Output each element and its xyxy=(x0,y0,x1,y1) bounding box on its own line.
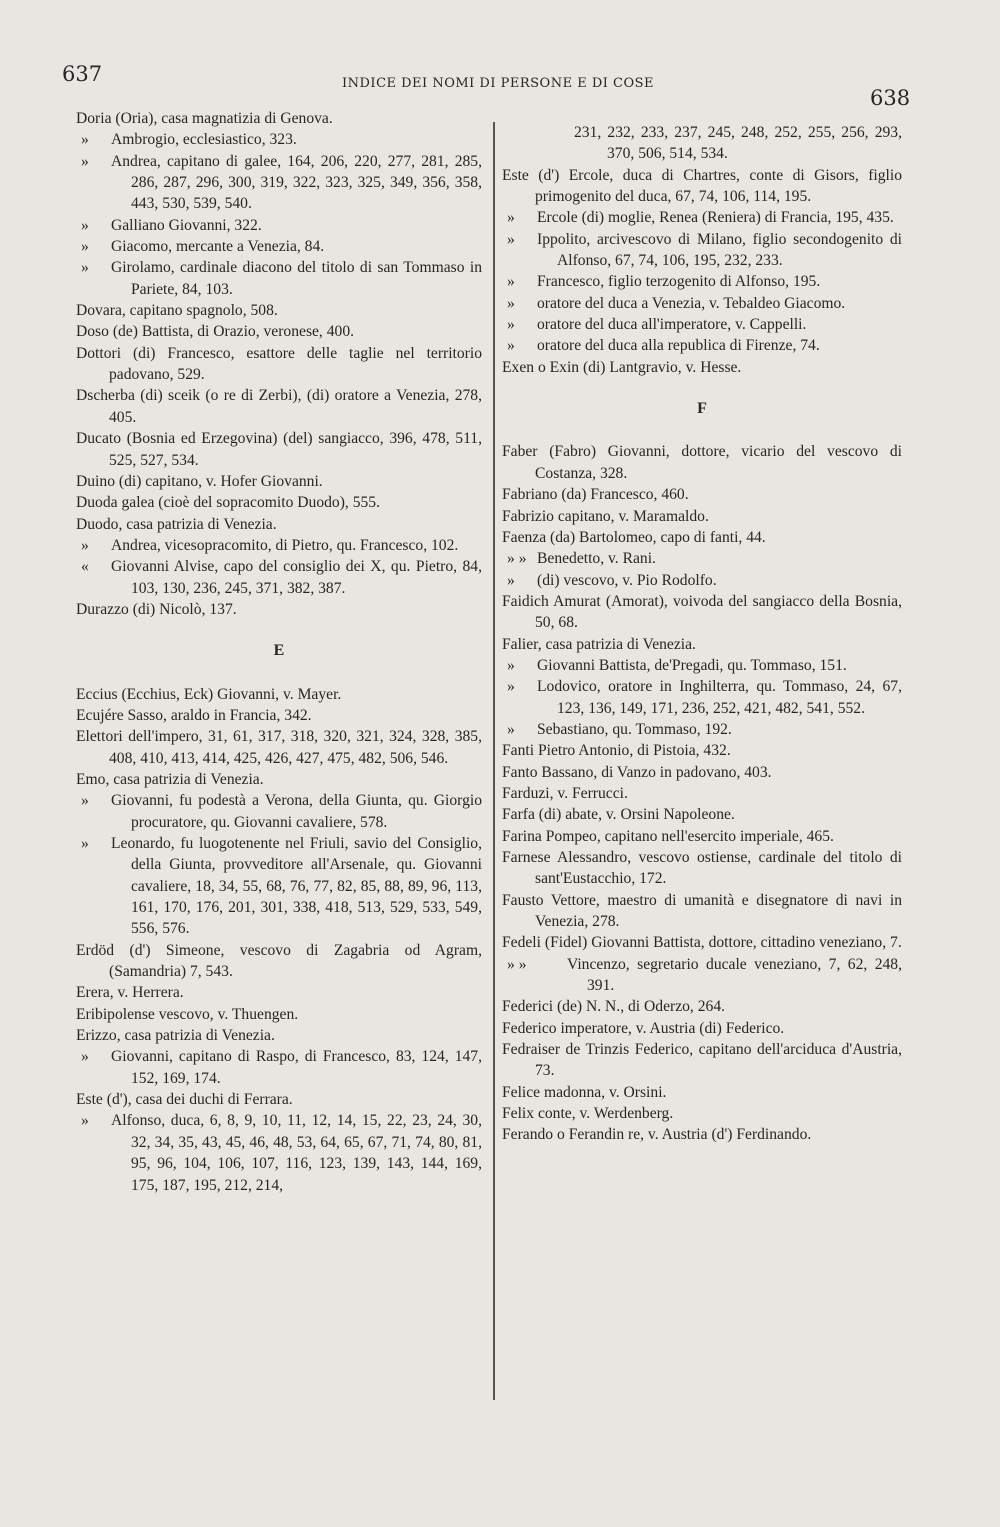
index-subentry xyxy=(76,556,482,599)
ditto-mark: » xyxy=(507,316,515,334)
index-entry xyxy=(76,1089,482,1110)
index-entry xyxy=(76,300,482,321)
entry-text: Galliano Giovanni, 322. xyxy=(111,216,262,234)
index-entry xyxy=(76,492,482,513)
index-entry xyxy=(502,357,902,378)
entry-text: Federici (de) N. N., di Oderzo, 264. xyxy=(502,998,726,1016)
entry-text: Farina Pompeo, capitano nell'esercito imperiale, 465. xyxy=(502,827,834,845)
entry-text: Fanti Pietro Antonio, di Pistoia, 432. xyxy=(502,742,731,760)
entry-text: Elettori dell'impero, 31, 61, 317, 318, 320, 321, 324, 328, 385, 408, 410, 413, 414, 425, 426, 427, 475, 482, 506, 546. xyxy=(76,728,482,767)
ditto-mark: » xyxy=(507,294,515,312)
index-entry xyxy=(502,804,902,825)
left-column xyxy=(76,108,482,1196)
index-entry xyxy=(502,506,902,527)
entry-text: Ducato (Bosnia ed Erzegovina) (del) sangiacco, 396, 478, 511, 525, 527, 534. xyxy=(76,430,482,469)
entry-text: Duino (di) capitano, v. Hofer Giovanni. xyxy=(76,472,323,490)
index-entry xyxy=(502,847,902,890)
index-entry xyxy=(502,932,902,953)
ditto-mark: » xyxy=(507,337,515,355)
entry-text: Exen o Exin (di) Lantgravio, v. Hesse. xyxy=(502,358,742,376)
entry-text: Fedraiser de Trinzis Federico, capitano dell'arciduca d'Austria, 73. xyxy=(502,1041,902,1080)
entry-text: Falier, casa patrizia di Venezia. xyxy=(502,635,696,653)
entry-text: Ippolito, arcivescovo di Milano, figlio secondogenito di Alfonso, 67, 74, 106, 195, 232, 233. xyxy=(537,230,902,270)
index-entry xyxy=(76,705,482,726)
index-entry xyxy=(76,343,482,386)
entry-text: Duodo, casa patrizia di Venezia. xyxy=(76,515,277,533)
entry-text: Francesco, figlio terzogenito di Alfonso, 195. xyxy=(537,273,821,291)
entry-text: Ercole (di) moglie, Renea (Reniera) di Francia, 195, 435. xyxy=(537,209,894,227)
index-entry xyxy=(76,726,482,769)
entry-text: oratore del duca a Venezia, v. Tebaldeo Giacomo. xyxy=(537,294,846,312)
ditto-mark: » xyxy=(81,536,89,554)
index-entry xyxy=(76,1025,482,1046)
ditto-mark: » xyxy=(507,720,515,738)
index-entry xyxy=(76,684,482,705)
index-entry xyxy=(76,428,482,471)
index-entry xyxy=(76,1004,482,1025)
index-entry xyxy=(502,441,902,484)
entry-text: Dscherba (di) sceik (o re di Zerbi), (di) oratore a Venezia, 278, 405. xyxy=(76,387,482,426)
entry-text: Sebastiano, qu. Tommaso, 192. xyxy=(537,720,732,738)
index-entry xyxy=(502,1124,902,1145)
index-entry xyxy=(76,471,482,492)
entry-text: Giovanni, fu podestà a Verona, della Giunta, qu. Giorgio procuratore, qu. Giovanni cavaliere, 578. xyxy=(111,792,482,831)
ditto-mark: » xyxy=(507,209,515,227)
index-subentry xyxy=(76,790,482,833)
entry-text: Giacomo, mercante a Venezia, 84. xyxy=(111,238,325,256)
index-entry xyxy=(76,982,482,1003)
index-subentry xyxy=(502,570,902,591)
entry-text: Giovanni, capitano di Raspo, di Francesco, 83, 124, 147, 152, 169, 174. xyxy=(111,1048,482,1087)
ditto-mark: » xyxy=(81,238,89,256)
index-entry xyxy=(502,890,902,933)
index-subentry xyxy=(76,151,482,215)
entry-text: Fedeli (Fidel) Giovanni Battista, dottore, cittadino veneziano, 7. xyxy=(502,934,902,952)
entry-text: Fabrizio capitano, v. Maramaldo. xyxy=(502,507,709,525)
index-subentry xyxy=(502,954,902,997)
entry-text: oratore del duca alla republica di Firenze, 74. xyxy=(537,337,820,355)
entry-text: Felix conte, v. Werdenberg. xyxy=(502,1105,674,1123)
entry-text: Benedetto, v. Rani. xyxy=(537,550,656,568)
ditto-mark: » xyxy=(81,152,89,170)
index-entry xyxy=(76,385,482,428)
index-subentry xyxy=(502,122,902,165)
index-subentry xyxy=(502,271,902,292)
entry-text: Faenza (da) Bartolomeo, capo di fanti, 44. xyxy=(502,528,766,546)
entry-text: Felice madonna, v. Orsini. xyxy=(502,1083,667,1101)
entry-text: Andrea, vicesopracomito, di Pietro, qu. Francesco, 102. xyxy=(111,536,459,554)
ditto-mark: » xyxy=(81,1048,89,1066)
page-number-right: 638 xyxy=(870,86,911,110)
index-subentry xyxy=(502,293,902,314)
section-letter: E xyxy=(273,642,285,660)
index-subentry xyxy=(76,1110,482,1195)
entry-text: Leonardo, fu luogotenente nel Friuli, savio del Consiglio, della Giunta, provveditore all'Arsenale, qu. Giovanni cavaliere, 18, 34, 55, 68, 76, 77, 82, 85, 88, 89, 96, 113, 161, 170, 176, 201, 301, 338, 418, 513, 529, 533, 549, 556, 576. xyxy=(111,835,482,938)
entry-text: Lodovico, oratore in Inghilterra, qu. Tommaso, 24, 67, 123, 136, 149, 171, 236, 252, 421, 482, 541, 552. xyxy=(537,678,902,717)
running-header: INDICE DEI NOMI DI PERSONE E DI COSE xyxy=(342,76,655,91)
ditto-mark: » » xyxy=(507,550,527,568)
index-subentry xyxy=(76,236,482,257)
index-entry xyxy=(76,599,482,620)
entry-text: Andrea, capitano di galee, 164, 206, 220, 277, 281, 285, 286, 287, 296, 300, 319, 322, 323, 325, 349, 356, 358, 443, 530, 539, 540. xyxy=(111,152,482,213)
entry-text: Duoda galea (cioè del sopracomito Duodo), 555. xyxy=(76,494,380,512)
entry-text: Emo, casa patrizia di Venezia. xyxy=(76,770,264,788)
ditto-mark: » » xyxy=(507,955,527,973)
ditto-mark: » xyxy=(507,273,515,291)
index-entry xyxy=(76,514,482,535)
index-entry xyxy=(502,591,902,634)
entry-text: Ferando o Ferandin re, v. Austria (d') Ferdinando. xyxy=(502,1126,812,1144)
entry-text: Dovara, capitano spagnolo, 508. xyxy=(76,302,278,320)
index-entry xyxy=(502,740,902,761)
entry-text: Federico imperatore, v. Austria (di) Federico. xyxy=(502,1019,785,1037)
entry-text: Vincenzo, segretario ducale veneziano, 7, 62, 248, 391. xyxy=(567,955,902,995)
entry-text: (di) vescovo, v. Pio Rodolfo. xyxy=(537,571,717,589)
ditto-mark: » xyxy=(81,1112,89,1130)
entry-text: Girolamo, cardinale diacono del titolo di san Tommaso in Pariete, 84, 103. xyxy=(111,259,482,298)
ditto-mark: » xyxy=(507,571,515,589)
entry-text: Farduzi, v. Ferrucci. xyxy=(502,784,628,802)
index-subentry xyxy=(76,215,482,236)
ditto-mark: » xyxy=(81,835,89,852)
ditto-mark: » xyxy=(81,259,89,277)
entry-text: 231, 232, 233, 237, 245, 248, 252, 255, 256, 293, 370, 506, 514, 534. xyxy=(574,124,902,163)
index-entry xyxy=(76,321,482,342)
index-subentry xyxy=(502,229,902,272)
ditto-mark: » xyxy=(507,656,515,674)
index-subentry xyxy=(502,719,902,740)
index-subentry xyxy=(502,314,902,335)
index-entry xyxy=(502,527,902,548)
index-subentry xyxy=(502,676,902,719)
index-entry xyxy=(502,826,902,847)
ditto-mark: » xyxy=(81,216,89,234)
entry-text: Este (d') Ercole, duca di Chartres, conte di Gisors, figlio primogenito del duca, 67, 74, 106, 114, 195. xyxy=(502,166,902,206)
entry-text: Erdöd (d') Simeone, vescovo di Zagabria od Agram, (Samandria) 7, 543. xyxy=(76,941,482,981)
index-entry xyxy=(502,1103,902,1124)
index-subentry xyxy=(502,335,902,356)
index-subentry xyxy=(76,129,482,150)
index-subentry xyxy=(502,207,902,228)
index-subentry xyxy=(76,1046,482,1089)
index-entry xyxy=(76,769,482,790)
entry-text: oratore del duca all'imperatore, v. Cappelli. xyxy=(537,316,807,334)
index-entry xyxy=(502,484,902,505)
entry-text: Faber (Fabro) Giovanni, dottore, vicario del vescovo di Costanza, 328. xyxy=(502,443,902,482)
ditto-mark: « xyxy=(81,558,89,576)
index-subentry xyxy=(76,833,482,940)
column-divider xyxy=(493,122,495,1400)
entry-text: Alfonso, duca, 6, 8, 9, 10, 11, 12, 14, 15, 22, 23, 24, 30, 32, 34, 35, 43, 45, 46, 48, 53, 64, 65, 67, 71, 74, 80, 81, 95, 96, 104, 106, 107, 116, 123, 139, 143, 144, 169, 175, 187, 195, 212, 214, xyxy=(111,1112,482,1194)
entry-text: Doso (de) Battista, di Orazio, veronese, 400. xyxy=(76,323,355,341)
entry-text: Farnese Alessandro, vescovo ostiense, cardinale del titolo di sant'Eustacchio, 172. xyxy=(502,849,902,888)
index-entry xyxy=(502,634,902,655)
entry-text: Doria (Oria), casa magnatizia di Genova. xyxy=(76,110,333,127)
entry-text: Erizzo, casa patrizia di Venezia. xyxy=(76,1027,275,1045)
entry-text: Fabriano (da) Francesco, 460. xyxy=(502,486,689,504)
entry-text: Giovanni Battista, de'Pregadi, qu. Tommaso, 151. xyxy=(537,656,847,674)
index-entry xyxy=(502,165,902,208)
entry-text: Faidich Amurat (Amorat), voivoda del sangiacco della Bosnia, 50, 68. xyxy=(502,592,902,632)
index-subentry xyxy=(76,535,482,556)
index-entry xyxy=(76,108,482,129)
entry-text: Eribipolense vescovo, v. Thuengen. xyxy=(76,1005,299,1023)
entry-text: Este (d'), casa dei duchi di Ferrara. xyxy=(76,1091,293,1109)
entry-text: Fausto Vettore, maestro di umanità e disegnatore di navi in Venezia, 278. xyxy=(502,891,902,931)
entry-text: Fanto Bassano, di Vanzo in padovano, 403. xyxy=(502,763,772,781)
index-subentry xyxy=(76,257,482,300)
right-column xyxy=(502,122,902,1146)
entry-text: Erera, v. Herrera. xyxy=(76,984,184,1002)
entry-text: Ecujére Sasso, araldo in Francia, 342. xyxy=(76,706,312,724)
index-entry xyxy=(502,1039,902,1082)
section-letter: F xyxy=(697,400,707,418)
entry-text: Farfa (di) abate, v. Orsini Napoleone. xyxy=(502,806,735,824)
ditto-mark: » xyxy=(81,792,89,810)
ditto-mark: » xyxy=(507,678,515,696)
index-subentry xyxy=(502,655,902,676)
entry-text: Dottori (di) Francesco, esattore delle taglie nel territorio padovano, 529. xyxy=(76,344,482,384)
ditto-mark: » xyxy=(81,131,89,149)
entry-text: Giovanni Alvise, capo del consiglio dei X, qu. Pietro, 84, 103, 130, 236, 245, 371, 382, 387. xyxy=(111,558,482,597)
entry-text: Durazzo (di) Nicolò, 137. xyxy=(76,600,237,618)
index-subentry xyxy=(502,548,902,569)
page-number-left: 637 xyxy=(62,62,103,86)
entry-text: Eccius (Ecchius, Eck) Giovanni, v. Mayer. xyxy=(76,685,342,703)
index-entry xyxy=(502,1018,902,1039)
index-entry xyxy=(502,996,902,1017)
index-entry xyxy=(76,940,482,983)
index-entry xyxy=(502,762,902,783)
index-entry xyxy=(502,1082,902,1103)
ditto-mark: » xyxy=(507,230,515,248)
entry-text: Ambrogio, ecclesiastico, 323. xyxy=(111,131,297,149)
index-entry xyxy=(502,783,902,804)
